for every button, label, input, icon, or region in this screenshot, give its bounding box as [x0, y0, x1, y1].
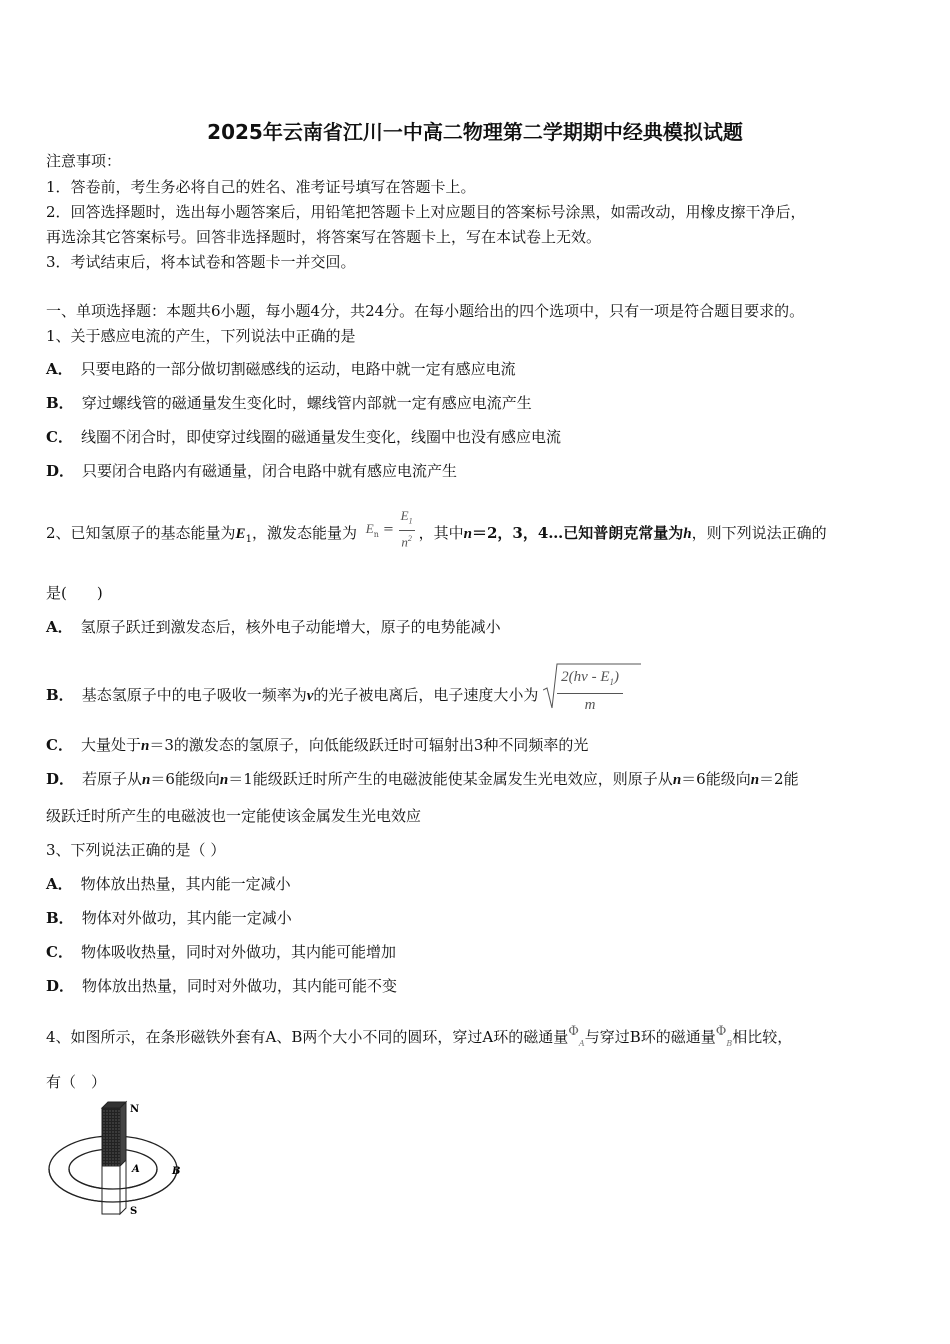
- label-n: N: [130, 1104, 140, 1115]
- energy-formula: $E_n$ = $\frac{E_1}{n^2}$: [365, 508, 413, 549]
- q1-stem: 1、关于感应电流的产生，下列说法中正确的是: [46, 327, 356, 345]
- option-text: 只要电路的一部分做切割磁感线的运动，电路中就一定有感应电流: [80, 360, 516, 378]
- option-text: 穿过螺线管的磁通量发生变化时，螺线管内部就一定有感应电流产生: [81, 394, 532, 412]
- q3-option-a: A． 物体放出热量，其内能一定减小: [46, 875, 291, 893]
- label-s: S: [130, 1206, 138, 1217]
- q2-option-b: B． 基态氢原子中的电子吸收一频率为ν的光子被电离后，电子速度大小为 $\frac{2(h\nu - E_1)}{m}$: [46, 676, 623, 716]
- notice-item: 1．答卷前，考生务必将自己的姓名、准考证号填写在答题卡上。: [46, 178, 476, 196]
- option-label: B．: [46, 394, 74, 412]
- q2-option-d: D． 若原子从n＝6能级向n＝1能级跃迁时所产生的电磁波能使某金属发生光电效应，则原子从n＝6能级向n＝2能: [46, 770, 799, 788]
- q3-option-b: B． 物体对外做功，其内能一定减小: [46, 909, 292, 927]
- notice-item: 2．回答选择题时，选出每小题答案后，用铅笔把答题卡上对应题目的答案标号涂黑，如需改动，用橡皮擦干净后，: [46, 203, 806, 221]
- q4-stem: 4、如图所示，在条形磁铁外套有A、B两个大小不同的圆环，穿过A环的磁通量$\Phi_A$与穿过B环的磁通量$\Phi_B$相比较，: [46, 1024, 793, 1048]
- q2-option-d-cont: 级跃迁时所产生的电磁波也一定能使该金属发生光电效应: [46, 807, 422, 825]
- label-a: A: [132, 1164, 140, 1175]
- magnet-north: [102, 1108, 120, 1166]
- q4-stem-cont: 有（ ）: [46, 1073, 107, 1091]
- label-b: B: [172, 1166, 181, 1177]
- notice-item: 再选涂其它答案标号。回答非选择题时，将答案写在答题卡上，写在本试卷上无效。: [46, 228, 602, 246]
- option-label: D．: [46, 462, 75, 480]
- q1-option-c: [46, 427, 561, 447]
- var-e: E: [235, 525, 246, 542]
- sqrt-formula: $\frac{2(h\nu - E_1)}{m}$: [543, 662, 623, 716]
- option-text: 只要闭合电路内有磁通量，闭合电路中就有感应电流产生: [82, 462, 458, 480]
- notice-item: 3．考试结束后，将本试卷和答题卡一并交回。: [46, 253, 356, 271]
- q2-option-a: A． 氢原子跃迁到激发态后，核外电子动能增大，原子的电势能减小: [46, 618, 501, 636]
- magnet-south: [102, 1166, 120, 1214]
- option-text: 线圈不闭合时，即使穿过线圈的磁通量发生变化，线圈中也没有感应电流: [80, 428, 561, 446]
- section-heading: 一、单项选择题：本题共6小题，每小题4分，共24分。在每小题给出的四个选项中，只有一项是符合题目要求的。: [46, 302, 805, 320]
- q3-option-d: D． 物体放出热量，同时对外做功，其内能可能不变: [46, 977, 398, 995]
- q2-option-c: C． 大量处于n＝3的激发态的氢原子，向低能级跃迁时可辐射出3种不同频率的光: [46, 736, 589, 754]
- notice-heading: 注意事项：: [46, 152, 122, 170]
- q3-stem: 3、下列说法正确的是（ ）: [46, 841, 226, 859]
- q1-option-d: [46, 461, 457, 481]
- q2-stem-cont: 是( ): [46, 584, 103, 602]
- q2-stem: 2、已知氢原子的基态能量为$E_1$，激发态能量为 $E_n$ = $\frac{E_1}{n^2}$ ，其中n＝2，3，4…已知普朗克常量为h，则下列说法正确的: [46, 508, 827, 549]
- q1-option-a: [46, 359, 516, 379]
- q3-option-c: C． 物体吸收热量，同时对外做功，其内能可能增加: [46, 943, 396, 961]
- page-title: 2025年云南省江川一中高二物理第二学期期中经典模拟试题: [207, 120, 743, 144]
- option-label: C．: [46, 428, 73, 446]
- option-label: A．: [46, 360, 73, 378]
- q1-option-b: [46, 393, 532, 413]
- magnet-rings-figure: [46, 1098, 196, 1223]
